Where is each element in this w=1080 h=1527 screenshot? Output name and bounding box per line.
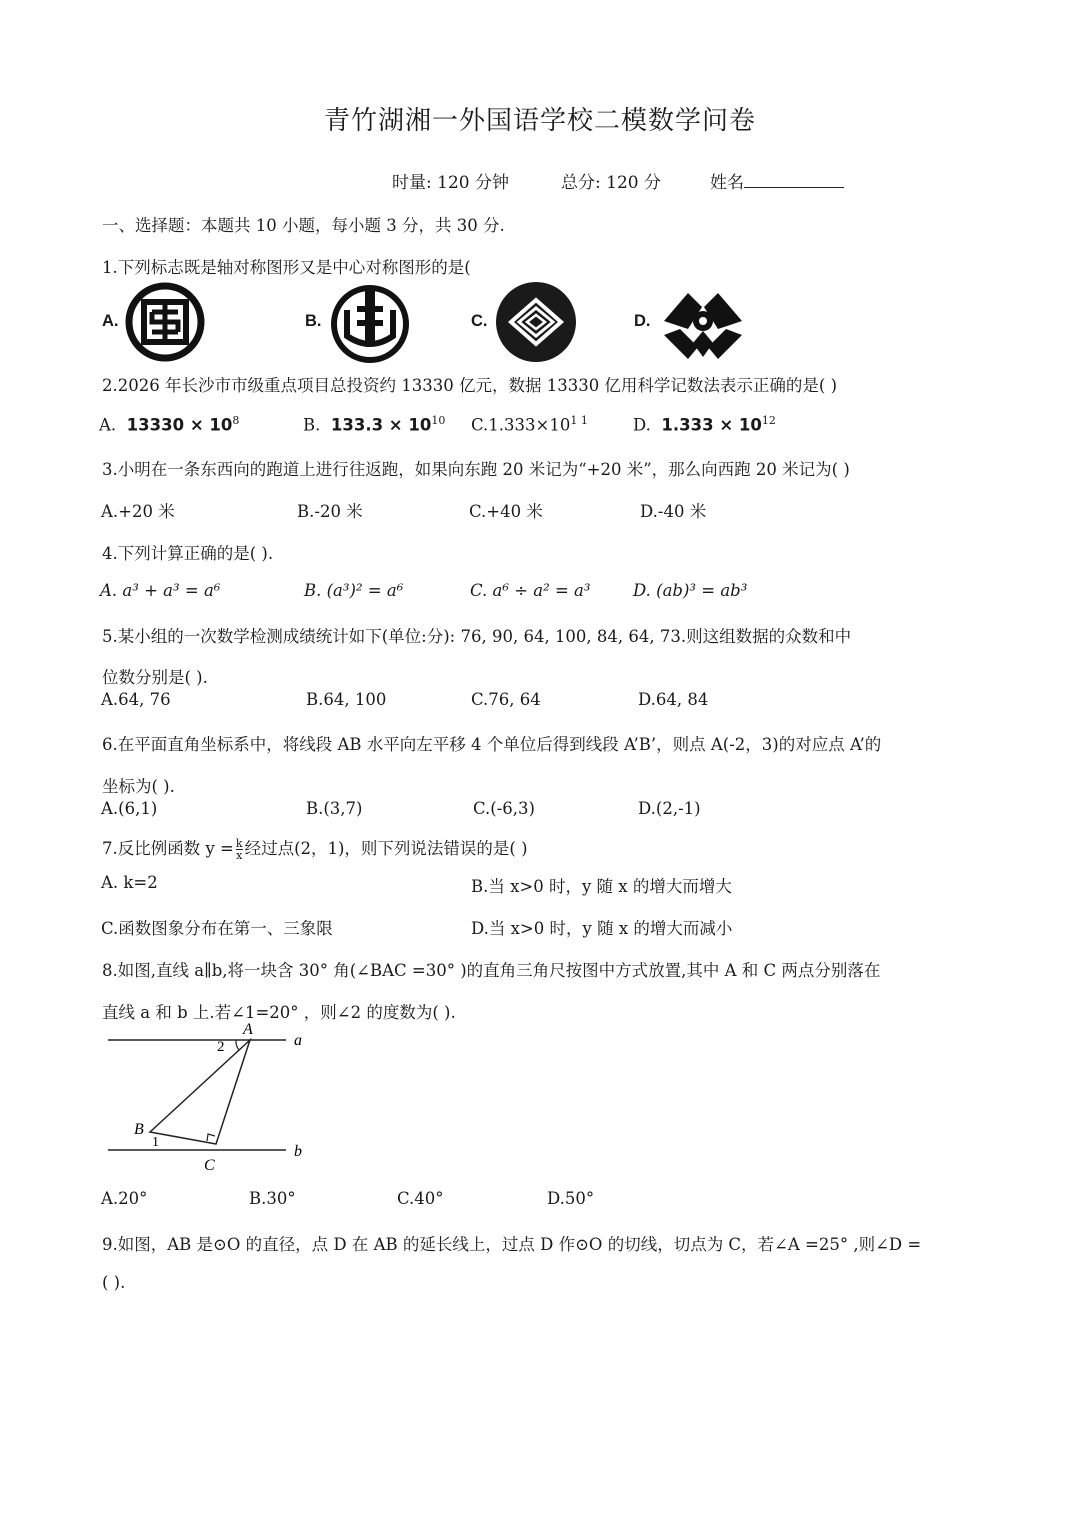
q2-option-b: B. $133.3 \times 10^{10}$ <box>303 414 446 435</box>
q8-option-b: B.30° <box>249 1189 296 1208</box>
q8-option-a: A.20° <box>101 1189 148 1208</box>
label-A: A <box>243 1021 253 1038</box>
q4-option-a: A. a³ + a³ = a⁶ <box>100 581 221 600</box>
q7-stem: 7.反比例函数 y = $\frac{k}{x}$ 经过点(2，1)，则下列说法错误的是( ) <box>102 837 528 862</box>
q5-option-b: B.64, 100 <box>306 690 387 709</box>
agricultural-bank-logo-icon <box>327 280 413 364</box>
q7-option-c: C.函数图象分布在第一、三象限 <box>101 919 333 938</box>
q9-stem-line1: 9.如图，AB 是⊙O 的直径，点 D 在 AB 的延长线上，过点 D 作⊙O 的切线，切点为 C，若∠A =25° ,则∠D = <box>102 1235 922 1254</box>
q2-option-a: A. $13330 \times 10^8$ <box>99 414 240 435</box>
q6-stem-line2: 坐标为( ). <box>102 777 175 796</box>
angle-2-arc <box>236 1040 239 1050</box>
label-C: C <box>204 1157 215 1174</box>
q5-stem-line1: 5.某小组的一次数学检测成绩统计如下(单位:分): 76, 90, 64, 100, 84, 64, 73.则这组数据的众数和中 <box>102 627 852 646</box>
q5-option-a: A.64, 76 <box>101 690 171 709</box>
q4-option-d: D. (ab)³ = ab³ <box>633 581 748 600</box>
q4-stem: 4.下列计算正确的是( ). <box>102 544 274 563</box>
q1-label-c: C. <box>471 312 488 330</box>
student-name-field <box>710 168 844 193</box>
q5-option-d: D.64, 84 <box>638 690 709 709</box>
label-2: 2 <box>217 1039 225 1055</box>
q5-stem-line2: 位数分别是( ). <box>102 668 208 687</box>
q2-option-c: $C.1.333\times 10^{1 1}$ <box>471 414 588 435</box>
q9-stem-line2: ( ). <box>102 1273 126 1292</box>
q3-option-d: D.-40 米 <box>640 502 707 521</box>
q6-option-c: C.(-6,3) <box>473 799 535 818</box>
label-b: b <box>294 1143 302 1160</box>
q6-option-a: A.(6,1) <box>101 799 158 818</box>
name-blank <box>744 173 844 188</box>
q8-option-c: C.40° <box>397 1189 444 1208</box>
q4-option-c: C. a⁶ ÷ a² = a³ <box>470 581 591 600</box>
right-angle-mark <box>207 1134 215 1141</box>
q6-option-d: D.(2,-1) <box>638 799 701 818</box>
q7-fraction: $\frac{k}{x}$ <box>235 837 243 862</box>
q3-option-a: A.+20 米 <box>101 502 175 521</box>
china-mobile-logo-icon <box>493 280 579 364</box>
q1-label-d: D. <box>634 312 651 330</box>
exam-time: 时量: 120 分钟 <box>392 173 509 193</box>
section-heading: 一、选择题：本题共 10 小题，每小题 3 分，共 30 分. <box>102 216 505 235</box>
q6-stem-line1: 6.在平面直角坐标系中，将线段 AB 水平向左平移 4 个单位后得到线段 A’B’，则点 A(-2，3)的对应点 A’的 <box>102 735 882 754</box>
name-label: 姓名 <box>710 173 744 193</box>
q2-stem: 2.2026 年长沙市市级重点项目总投资约 13330 亿元，数据 13330 亿用科学记数法表示正确的是( ) <box>102 376 838 395</box>
q3-stem: 3.小明在一条东西向的跑道上进行往返跑，如果向东跑 20 米记为“+20 米”，那么向西跑 20 米记为( ) <box>102 460 850 479</box>
q8-option-d: D.50° <box>547 1189 595 1208</box>
q1-label-a: A. <box>102 312 119 330</box>
q3-option-c: C.+40 米 <box>469 502 543 521</box>
label-1: 1 <box>152 1135 159 1150</box>
bank-logo-icon <box>122 282 208 362</box>
q8-figure <box>100 1018 320 1178</box>
q8-stem-line2: 直线 a 和 b 上.若∠1=20° ，则∠2 的度数为( ). <box>102 1003 456 1022</box>
q1-stem: 1.下列标志既是轴对称图形又是中心对称图形的是( <box>102 258 471 277</box>
label-a: a <box>294 1032 302 1049</box>
q8-stem-line1: 8.如图,直线 a∥b,将一块含 30° 角(∠BAC =30° )的直角三角尺按图中方式放置,其中 A 和 C 两点分别落在 <box>102 961 881 980</box>
q7-option-a: A. k=2 <box>101 873 158 892</box>
q1-label-b: B. <box>305 312 322 330</box>
q2-option-d: D. $1.333 \times 10^{12}$ <box>633 414 776 435</box>
exam-total-score: 总分: 120 分 <box>561 173 661 193</box>
credit-union-logo-icon <box>658 285 748 363</box>
q5-option-c: C.76, 64 <box>471 690 541 709</box>
label-B: B <box>134 1121 144 1138</box>
page-title: 青竹湖湘一外国语学校二模数学问卷 <box>323 106 756 136</box>
q7-option-d: D.当 x>0 时，y 随 x 的增大而减小 <box>471 919 733 938</box>
q4-option-b: B. (a³)² = a⁶ <box>304 581 404 600</box>
q6-option-b: B.(3,7) <box>306 799 363 818</box>
q7-option-b: B.当 x>0 时，y 随 x 的增大而增大 <box>471 877 732 896</box>
triangle <box>150 1040 250 1144</box>
q3-option-b: B.-20 米 <box>297 502 363 521</box>
